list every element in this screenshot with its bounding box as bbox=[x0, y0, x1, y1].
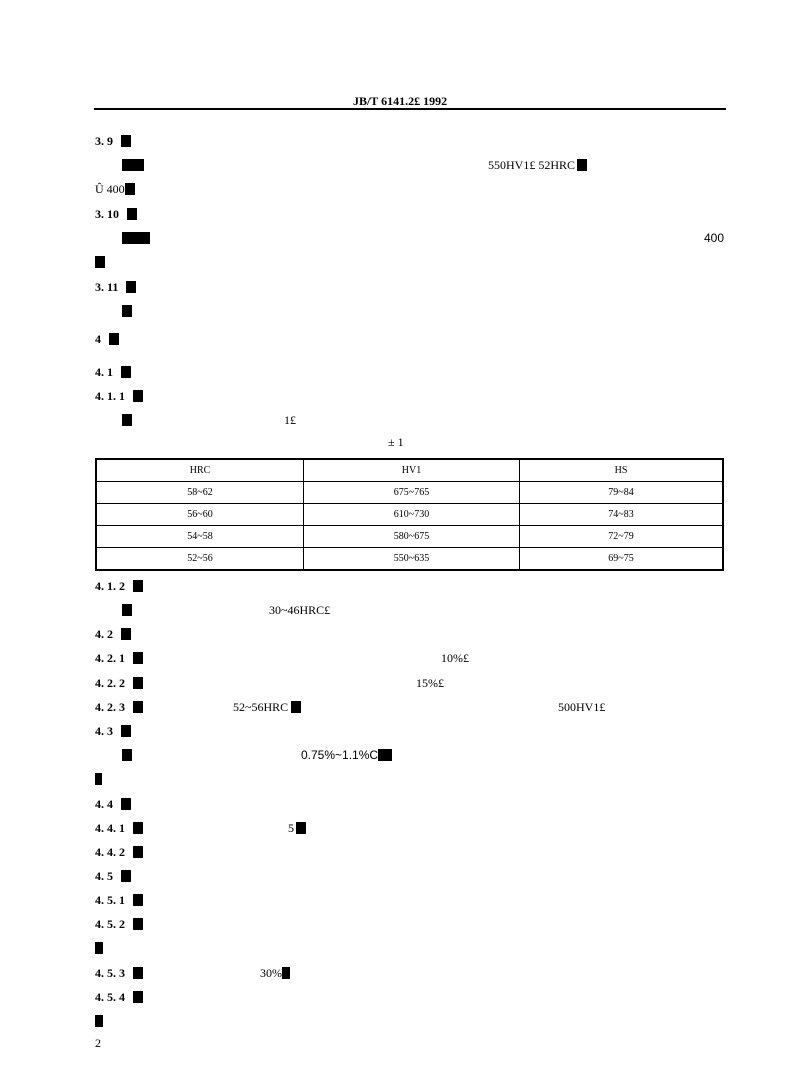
table-cell: 675~765 bbox=[304, 482, 520, 504]
section-number: 4. 1. 1 bbox=[95, 389, 125, 403]
section-4-5-3 bbox=[95, 966, 143, 981]
column-header: HS bbox=[520, 459, 724, 482]
section-number: 4. 4. 1 bbox=[95, 821, 125, 835]
garbled-glyph: ¼ bbox=[110, 333, 118, 344]
garbled-glyph bbox=[125, 183, 135, 195]
text-4-5-3-value: 30% bbox=[260, 966, 282, 980]
garbled-glyph bbox=[122, 232, 150, 244]
section-3-11 bbox=[95, 280, 136, 295]
section-4-2-3 bbox=[95, 700, 143, 715]
text-4-1-2: 30~46HRC£ bbox=[269, 603, 331, 617]
section-number: 4. 2 bbox=[95, 627, 113, 641]
section-4-2 bbox=[95, 627, 131, 642]
garbled-glyph: Ê bbox=[122, 870, 130, 881]
table-cell: 610~730 bbox=[304, 504, 520, 526]
garbled-line bbox=[95, 255, 105, 270]
section-4 bbox=[95, 332, 119, 347]
garbled-glyph: ¼ bbox=[122, 725, 130, 736]
section-number: 4. 3 bbox=[95, 724, 113, 738]
text-3-9-a-value: 550HV1£ 52HRC bbox=[488, 158, 576, 172]
garbled-glyph bbox=[95, 256, 105, 268]
garbled-glyph: Ð bbox=[134, 677, 142, 688]
section-4-4 bbox=[95, 797, 131, 812]
table-cell: 72~79 bbox=[520, 526, 724, 548]
garbled-glyph: Ð bbox=[122, 366, 130, 377]
section-number: 4 bbox=[95, 332, 101, 346]
garbled-glyph: ± bbox=[126, 281, 136, 293]
section-number: 4. 5. 4 bbox=[95, 990, 125, 1004]
text-4-4-1 bbox=[288, 821, 306, 836]
section-number: 4. 2. 3 bbox=[95, 700, 125, 714]
garbled-glyph: ¼ bbox=[134, 390, 142, 401]
text-4-4-1-value: 5 bbox=[288, 821, 294, 835]
column-header: HV1 bbox=[304, 459, 520, 482]
garbled-glyph: Ð bbox=[122, 135, 130, 146]
section-4-5-1 bbox=[95, 893, 143, 908]
section-4-2-2 bbox=[95, 676, 143, 691]
garbled-line bbox=[95, 941, 103, 956]
section-number: 3. 10 bbox=[95, 207, 119, 221]
text-4-2-2: 15%£ bbox=[416, 676, 444, 690]
section-number: 4. 5 bbox=[95, 869, 113, 883]
garbled-line bbox=[122, 304, 132, 319]
section-3-9 bbox=[95, 134, 131, 149]
section-4-1-2 bbox=[95, 579, 143, 594]
garbled-glyph: Ð bbox=[134, 580, 142, 591]
hardness-table bbox=[95, 458, 724, 571]
garbled-glyph bbox=[95, 942, 103, 954]
garbled-glyph: Ð bbox=[134, 846, 142, 857]
section-number: 4. 1 bbox=[95, 365, 113, 379]
garbled-glyph: Ð bbox=[134, 894, 142, 905]
section-4-2-1 bbox=[95, 651, 143, 666]
table-header-row bbox=[96, 459, 723, 482]
header-rule bbox=[94, 108, 726, 110]
table-caption: ± 1 bbox=[388, 435, 404, 449]
garbled-glyph bbox=[282, 967, 290, 979]
garbled-glyph: Ð bbox=[122, 798, 130, 809]
garbled-glyph: ¼ bbox=[134, 652, 142, 663]
text-4-2-3-a bbox=[233, 700, 301, 715]
garbled-glyph bbox=[122, 604, 132, 616]
section-4-5-4 bbox=[95, 990, 143, 1005]
table-cell: 550~635 bbox=[304, 548, 520, 571]
text-4-2-3-b: 500HV1£ bbox=[558, 700, 606, 714]
section-4-3 bbox=[95, 724, 131, 739]
section-3-10 bbox=[95, 207, 137, 222]
garbled-glyph: Ð bbox=[128, 208, 136, 219]
garbled-glyph bbox=[95, 773, 102, 785]
section-number: 4. 2. 1 bbox=[95, 651, 125, 665]
section-number: 4. 4. 2 bbox=[95, 845, 125, 859]
garbled-glyph bbox=[378, 749, 392, 761]
text-3-10-a: 400 bbox=[704, 231, 725, 245]
section-number: 4. 4 bbox=[95, 797, 113, 811]
table-cell: 56~60 bbox=[96, 504, 304, 526]
section-4-4-2 bbox=[95, 845, 143, 860]
page-number: 2 bbox=[95, 1036, 101, 1050]
table-cell: 54~58 bbox=[96, 526, 304, 548]
text-4-3-value: 0.75%~1.1%C bbox=[301, 748, 379, 762]
garbled-glyph bbox=[122, 305, 132, 317]
garbled-glyph: Ð bbox=[134, 822, 142, 833]
garbled-block bbox=[122, 231, 150, 246]
garbled-glyph: Ð bbox=[134, 918, 142, 929]
garbled-line bbox=[122, 413, 132, 428]
section-number: 3. 9 bbox=[95, 134, 113, 148]
garbled-glyph bbox=[122, 749, 132, 761]
section-number: 4. 5. 2 bbox=[95, 917, 125, 931]
text-4-5-3 bbox=[260, 966, 290, 981]
table-cell: 52~56 bbox=[96, 548, 304, 571]
table-row bbox=[96, 526, 723, 548]
table-cell: 69~75 bbox=[520, 548, 724, 571]
garbled-glyph bbox=[122, 159, 144, 171]
garbled-line bbox=[95, 1014, 103, 1029]
garbled-glyph bbox=[296, 822, 306, 834]
column-header: HRC bbox=[96, 459, 304, 482]
garbled-line bbox=[95, 772, 102, 787]
section-number: 4. 1. 2 bbox=[95, 579, 125, 593]
section-4-1 bbox=[95, 365, 131, 380]
document-header: JB/T 6141.2£ 1992 bbox=[352, 94, 448, 108]
garbled-glyph bbox=[122, 414, 132, 426]
garbled-glyph bbox=[95, 1015, 103, 1027]
table-row bbox=[96, 482, 723, 504]
section-4-4-1 bbox=[95, 821, 143, 836]
table-cell: 580~675 bbox=[304, 526, 520, 548]
garbled-line bbox=[122, 603, 132, 618]
text-3-9-a bbox=[488, 158, 587, 173]
table-cell: 79~84 bbox=[520, 482, 724, 504]
garbled-glyph: Ð bbox=[134, 991, 142, 1002]
text-4-2-3-a-value: 52~56HRC bbox=[233, 700, 289, 714]
text-4-1-1: 1£ bbox=[284, 413, 296, 427]
text-3-9-b bbox=[95, 182, 135, 197]
text-3-9-b-value: Û 400 bbox=[95, 182, 125, 196]
garbled-glyph bbox=[577, 159, 587, 171]
text-4-3 bbox=[301, 748, 392, 762]
table-row bbox=[96, 548, 723, 571]
garbled-glyph: ¼ bbox=[134, 967, 142, 978]
section-4-1-1 bbox=[95, 389, 143, 404]
section-number: 4. 5. 1 bbox=[95, 893, 125, 907]
section-number: 3. 11 bbox=[95, 280, 119, 294]
section-4-5 bbox=[95, 869, 131, 884]
section-number: 4. 5. 3 bbox=[95, 966, 125, 980]
table-cell: 58~62 bbox=[96, 482, 304, 504]
section-4-5-2 bbox=[95, 917, 143, 932]
table-cell: 74~83 bbox=[520, 504, 724, 526]
text-4-2-1: 10%£ bbox=[441, 651, 469, 665]
garbled-glyph: Ð bbox=[122, 628, 130, 639]
section-number: 4. 2. 2 bbox=[95, 676, 125, 690]
garbled-line bbox=[122, 748, 132, 763]
garbled-glyph bbox=[291, 701, 301, 713]
table-row bbox=[96, 504, 723, 526]
garbled-block bbox=[122, 158, 144, 173]
garbled-glyph: ¼ bbox=[134, 701, 142, 712]
